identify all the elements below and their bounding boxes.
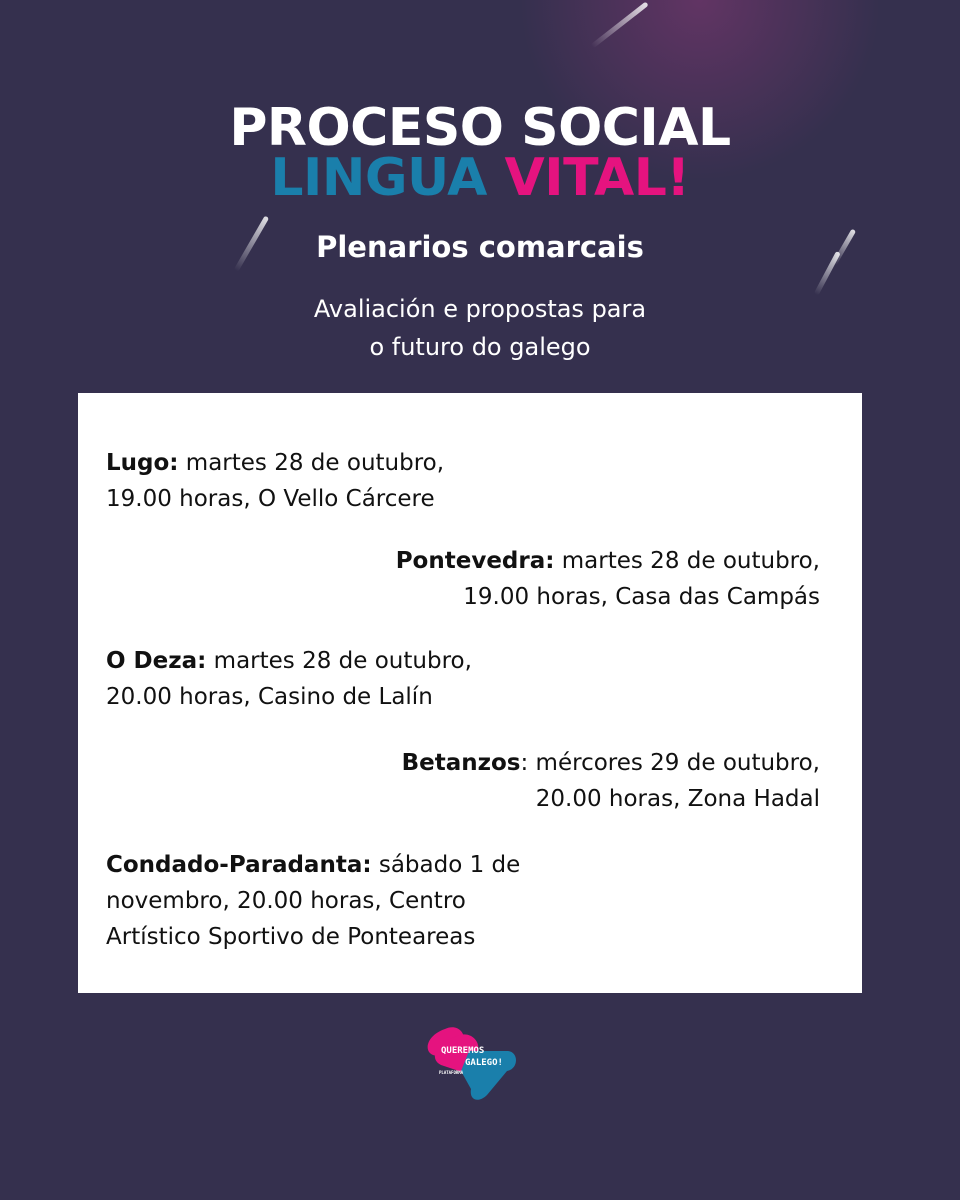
event-date: martes 28 de outubro, — [554, 548, 820, 574]
logo-line1: QUEREMOS — [441, 1046, 485, 1056]
event-o-deza — [106, 643, 472, 715]
event-place: O Deza: — [106, 648, 207, 674]
subtitle: Plenarios comarcais — [316, 230, 644, 264]
queremos-galego-logo — [425, 1025, 525, 1105]
event-details: 20.00 horas, Zona Hadal — [535, 786, 820, 812]
event-date: martes 28 de outubro, — [206, 648, 472, 674]
event-lugo — [106, 445, 444, 517]
description-line1: Avaliación e propostas para — [313, 295, 647, 323]
event-place: Pontevedra: — [395, 548, 555, 574]
event-condado-paradanta — [106, 847, 520, 955]
event-place: Condado-Paradanta: — [106, 852, 372, 878]
event-details: 20.00 horas, Casino de Lalín — [106, 684, 433, 710]
logo-line2: GALEGO! — [465, 1058, 503, 1068]
title-vital: VITAL! — [504, 148, 690, 208]
event-date: : mércores 29 de outubro, — [520, 750, 820, 776]
description-line2: o futuro do galego — [369, 333, 591, 361]
event-pontevedra — [396, 543, 820, 615]
description — [0, 290, 960, 366]
event-details: novembro, 20.00 horas, Centro — [106, 888, 466, 914]
event-details: 19.00 horas, O Vello Cárcere — [106, 486, 435, 512]
decorative-streak — [590, 1, 648, 48]
title-lingua: LINGUA — [270, 148, 505, 208]
logo-small: PLATAFORMA — [439, 1070, 464, 1075]
event-place: Lugo: — [106, 450, 179, 476]
event-details: 19.00 horas, Casa das Campás — [463, 584, 820, 610]
event-date: martes 28 de outubro, — [178, 450, 445, 476]
event-betanzos — [402, 745, 820, 817]
event-details: Artístico Sportivo de Ponteareas — [106, 924, 476, 950]
title-line2 — [0, 150, 960, 206]
event-date: sábado 1 de — [371, 852, 521, 878]
title-line1: PROCESO SOCIAL — [229, 98, 731, 158]
event-place: Betanzos — [401, 750, 521, 776]
events-card — [78, 393, 862, 993]
